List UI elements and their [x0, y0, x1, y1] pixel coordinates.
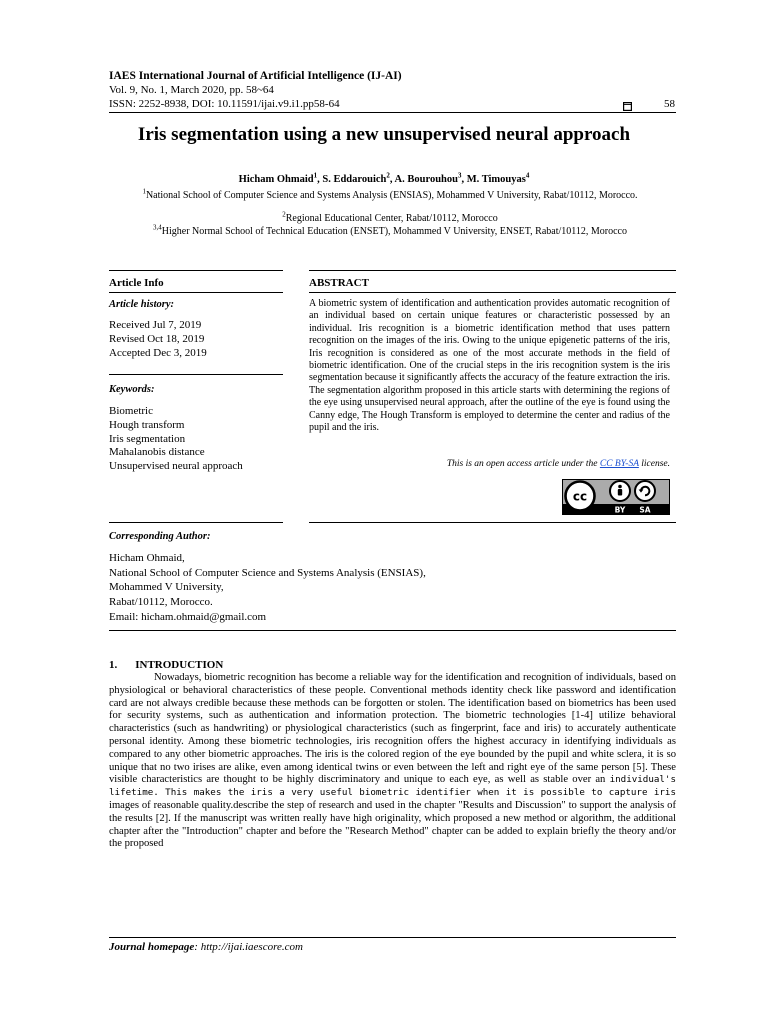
- license-suffix: license.: [638, 459, 670, 469]
- header-rule: [109, 112, 676, 113]
- corresponding-block: [109, 551, 426, 625]
- article-info-top-rule: [109, 270, 283, 271]
- keyword-item: Biometric: [109, 405, 153, 417]
- section-number: 1.: [109, 659, 118, 671]
- affiliation-sup: 3,4: [153, 223, 162, 232]
- license-link[interactable]: CC BY-SA: [599, 459, 639, 469]
- footer-rule: [109, 937, 676, 938]
- intro-text-continued: images of reasonable quality.describe the step of research and used in the chapter "Results and Discussion" to support the analysis of the results [2]. If the manuscript was written really have high originality, which proposed a new method or algorithm, the additional chapter after the "Introduction" chapter and before the "Research Method" chapter can be added to explain briefly the theory and/or the proposed: [109, 799, 676, 850]
- footer-label: Journal homepage: [109, 941, 195, 953]
- license-line: [309, 459, 670, 469]
- corresponding-line: National School of Computer Science and Systems Analysis (ENSIAS),: [109, 566, 426, 579]
- section-title: INTRODUCTION: [135, 659, 224, 671]
- article-info-sub-rule: [109, 292, 283, 293]
- history-heading: Article history:: [109, 299, 175, 310]
- corresponding-line: Email: hicham.ohmaid@gmail.com: [109, 610, 267, 623]
- affiliation-text: National School of Computer Science and Systems Analysis (ENSIAS), Mohammed V University, Rabat/10112, Morocco.: [145, 190, 638, 201]
- history-item: Revised Oct 18, 2019: [109, 332, 205, 345]
- intro-text-alt-font: individual's lifetime. This makes the iris a very useful biometric identifier when it is possible to capture iris: [109, 774, 676, 799]
- corresponding-line: Rabat/10112, Morocco.: [109, 596, 213, 609]
- author-list: Hicham Ohmaid$^1$, S. Eddarouich$^2$, A. Bourouhou$^3$, M. Timouyas$^4$: [238, 171, 530, 185]
- author-name: S. Eddarouich: [322, 174, 387, 185]
- corresponding-line: Hicham Ohmaid,: [109, 552, 185, 564]
- keyword-item: Hough transform: [109, 418, 185, 431]
- corresponding-heading: Corresponding Author:: [109, 531, 211, 542]
- author-name: M. Timouyas: [466, 174, 526, 185]
- square-icon: [623, 98, 632, 107]
- affiliation-text: Regional Educational Center, Rabat/10112, Morocco: [285, 213, 498, 224]
- author-sup: 3: [457, 171, 462, 180]
- abstract-text: A biometric system of identification and authentication provides automatic recognition of an individual based on certain unique features or characteristic possessed by an individual. Iris recognition is a biometric identification method that uses pattern recognition on the images of the iris. Owing to the unique epigenetic patterns of the iris, Iris recognition is considered as one of the most accurate methods in the field of biometric identification. One of the crucial steps in the iris recognition system is the iris segmentation because it significantly affects the accuracy of the feature extraction the iris. The segmentation algorithm proposed in this article starts with determining the regions of the eye using unsupervised neural approach, after the outline of the eye is found using the Canny edge, The Hough Transform is employed to determine the center and radius of the pupil and the iris.: [309, 298, 670, 434]
- badge-by-label: BY: [614, 505, 626, 515]
- license-prefix: This is an open access article under the: [446, 459, 600, 469]
- keyword-item: Mahalanobis distance: [109, 446, 205, 459]
- issn-line: ISSN: 2252-8938, DOI: 10.11591/ijai.v9.i1.pp58-64: [109, 98, 340, 110]
- author-sup: 1: [313, 171, 318, 180]
- abstract-heading: ABSTRACT: [309, 277, 369, 289]
- affiliation-sup: 2: [282, 210, 286, 219]
- affiliation: [100, 223, 680, 238]
- keywords-rule: [109, 374, 283, 375]
- affiliation-sup: 1: [142, 187, 146, 196]
- article-info-bottom-rule: [109, 522, 283, 523]
- badge-sa-label: SA: [639, 505, 651, 515]
- footer-separator: :: [194, 941, 201, 953]
- section-heading: [109, 659, 223, 671]
- footer: [109, 941, 303, 953]
- abstract-sub-rule: [309, 292, 676, 293]
- history-item: Received Jul 7, 2019: [109, 319, 202, 331]
- author-name: Hicham Ohmaid: [238, 174, 314, 185]
- affiliation: [110, 187, 670, 202]
- abstract-bottom-rule: [309, 522, 676, 523]
- page-number: 58: [664, 98, 675, 110]
- cc-by-sa-badge[interactable]: [562, 479, 670, 515]
- svg-text:cc: cc: [572, 489, 588, 504]
- intro-text: Nowadays, biometric recognition has become a reliable way for the identification and recognition of individuals, based on physiological or behavioral characteristics of these people. Conventional methods identity check like password and identification card are not always credible because these methods can be forgotten or stolen. The identification based on biometrics has been used for security systems, such as authentication and information protection. The biometric technologies [1-4] utilize behavioral characteristics (such as handwriting) or physiological characteristics (such as fingerprint, face and iris) to accurately authenticate personal identity. Among these biometric technologies, iris recognition offers the highest accuracy in identifying individuals as compared to any other biometric approaches. The iris is the colored region of the eye bounded by the pupil and white sclera, it is so unique that no two irises are alike, even among identical twins or even between the left and right eye of the same person [5]. These visible characteristics are thought to be highly discriminatory and unique to each eye, as well as stable over an: [109, 672, 676, 786]
- affiliation-text: Higher Normal School of Technical Education (ENSET), Mohammed V University, ENSET, Rabat/10112, Morocco: [161, 226, 627, 237]
- article-info-heading: Article Info: [109, 277, 164, 289]
- abstract-top-rule: [309, 270, 676, 271]
- corresponding-bottom-rule: [109, 630, 676, 631]
- corresponding-line: Mohammed V University,: [109, 581, 224, 594]
- keywords-list: [109, 405, 243, 474]
- paper-title: Iris segmentation using a new unsupervised neural approach: [137, 124, 631, 145]
- journal-name: IAES International Journal of Artificial Intelligence (IJ-AI): [109, 70, 402, 82]
- footer-url[interactable]: http://ijai.iaescore.com: [200, 941, 303, 953]
- author-sup: 4: [525, 171, 530, 180]
- history-item: Accepted Dec 3, 2019: [109, 346, 207, 359]
- author-sup: 2: [386, 171, 390, 180]
- history-list: [109, 319, 207, 360]
- volume-line: Vol. 9, No. 1, March 2020, pp. 58~64: [109, 84, 274, 96]
- keyword-item: Iris segmentation: [109, 432, 186, 445]
- keyword-item: Unsupervised neural approach: [109, 460, 243, 473]
- introduction-paragraph: [109, 672, 676, 851]
- affiliation: [110, 210, 670, 225]
- sa-icon: [635, 481, 655, 501]
- keywords-heading: Keywords:: [109, 384, 155, 395]
- author-name: A. Bourouhou: [394, 174, 458, 185]
